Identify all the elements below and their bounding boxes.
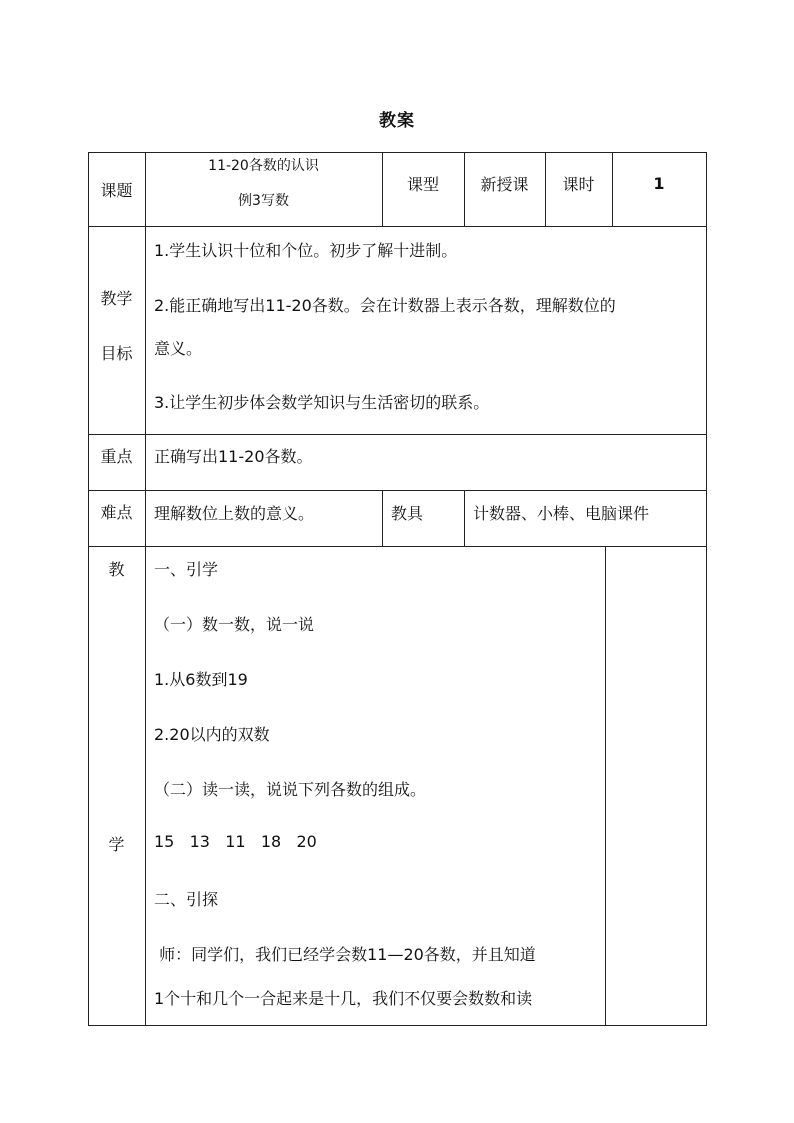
document-title: 教案 — [379, 111, 415, 131]
column-divider — [145, 152, 146, 1026]
objective-3: 3.让学生初步体会数学知识与生活密切的联系。 — [154, 393, 490, 412]
lesson-type-value: 新授课 — [480, 174, 529, 194]
process-line: （一）数一数，说一说 — [154, 615, 315, 634]
objective-1: 1.学生认识十位和个位。初步了解十进制。 — [154, 241, 458, 260]
label-objectives-1: 教学 — [100, 289, 133, 308]
process-line: 2.20以内的双数 — [154, 725, 270, 744]
table-border-left — [88, 152, 89, 1026]
column-divider — [605, 546, 606, 1026]
table-border-bottom — [88, 1025, 707, 1026]
row-divider — [88, 546, 707, 547]
label-teaching-top: 教 — [108, 560, 125, 579]
process-line: 15 13 11 18 20 — [154, 832, 317, 851]
topic-line-2: 例3写数 — [238, 193, 289, 209]
process-line: 1.从6数到19 — [154, 670, 248, 689]
row-divider — [88, 226, 707, 227]
label-difficulty: 难点 — [100, 502, 133, 522]
column-divider — [464, 490, 465, 546]
column-divider — [382, 490, 383, 546]
process-line: 师：同学们，我们已经学会数11—20各数，并且知道 — [154, 945, 536, 964]
class-hours-value: 1 — [653, 173, 665, 193]
process-line: （二）读一读，说说下列各数的组成。 — [154, 780, 427, 799]
objective-2-line-2: 意义。 — [154, 339, 203, 358]
label-topic: 课题 — [100, 180, 133, 200]
label-class-hours: 课时 — [562, 174, 595, 194]
label-key-point: 重点 — [100, 446, 133, 466]
row-divider — [88, 434, 707, 435]
key-point-text: 正确写出11-20各数。 — [154, 447, 313, 466]
objective-2-line-1: 2.能正确地写出11-20各数。会在计数器上表示各数，理解数位的 — [154, 296, 616, 315]
difficulty-text: 理解数位上数的意义。 — [154, 504, 315, 523]
label-lesson-type: 课型 — [406, 174, 439, 194]
process-line: 二、引探 — [154, 890, 219, 909]
label-teaching-aids: 教具 — [391, 504, 424, 523]
label-objectives-2: 目标 — [100, 344, 133, 363]
row-divider — [88, 490, 707, 491]
process-line: 一、引学 — [154, 560, 219, 579]
label-teaching-bottom: 学 — [108, 835, 125, 854]
table-border-right — [706, 152, 707, 1026]
process-line: 1个十和几个一合起来是十几，我们不仅要会数数和读 — [154, 989, 533, 1008]
teaching-aids-text: 计数器、小棒、电脑课件 — [473, 504, 650, 523]
topic-line-1: 11-20各数的认识 — [208, 158, 319, 174]
